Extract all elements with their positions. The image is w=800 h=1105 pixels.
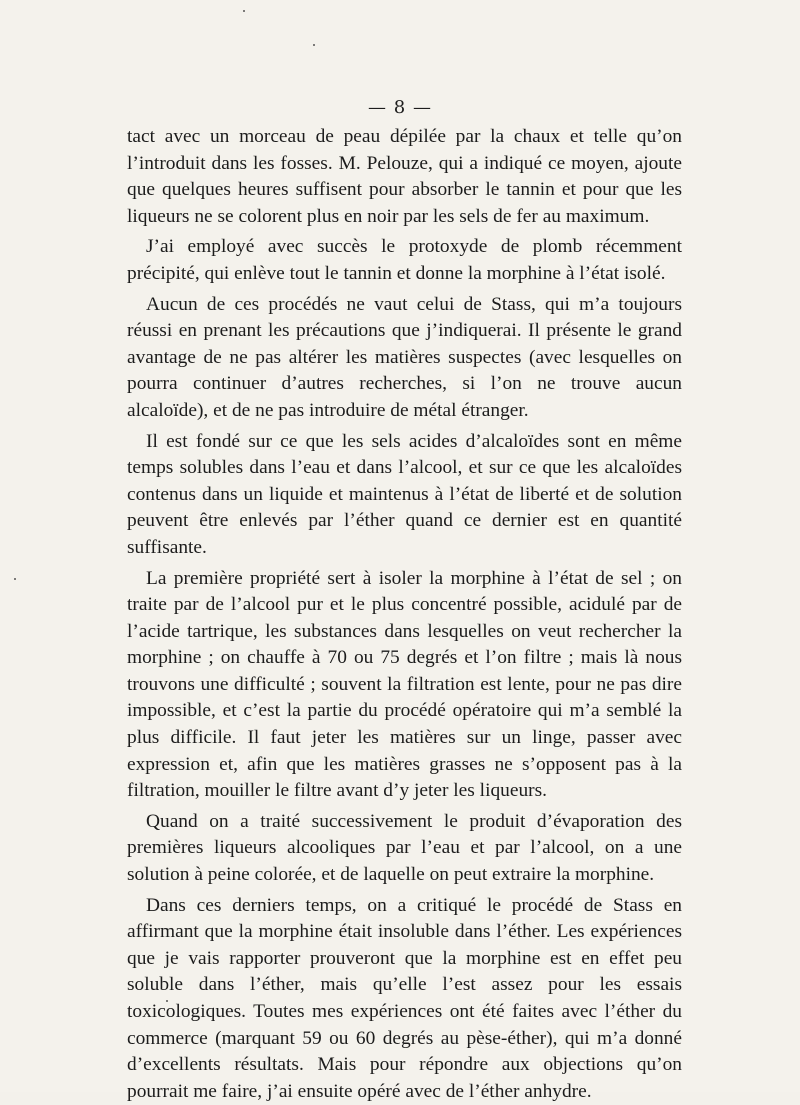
paragraph: tact avec un morceau de peau dépilée par la chaux et telle qu’on l’introduit dans les fosses. M. Pelouze, qui a indiqué ce moyen, ajoute que quelques heures suffisent pour absorber le tannin et pour que les liqueurs ne se colorent plus en noir par les sels de fer au maximum. bbox=[127, 126, 682, 227]
paragraph: Quand on a traité successivement le produit d’évaporation des premières liqueurs alcooliques par l’eau et par l’alcool, on a une solution à peine colorée, et de laquelle on peut extraire la morphine. bbox=[127, 810, 682, 886]
ink-speck bbox=[243, 10, 245, 12]
page-body-text bbox=[127, 124, 682, 1105]
paragraph: Aucun de ces procédés ne vaut celui de Stass, qui m’a toujours réussi en prenant les précautions que j’indiquerai. Il présente le grand avantage de ne pas altérer les matières suspectes (avec lesquelles on pourra continuer d’autres recherches, si l’on ne trouve aucun alcaloïde), et de ne pas introduire de métal étranger. bbox=[127, 293, 682, 421]
paragraph: Il est fondé sur ce que les sels acides d’alcaloïdes sont en même temps solubles dans l’eau et dans l’alcool, et sur ce que les alcaloïdes contenus dans un liquide et maintenus à l’état de liberté et de solution peuvent être enlevés par l’éther quand ce dernier est en quantité suffisante. bbox=[127, 430, 682, 558]
paragraph: La première propriété sert à isoler la morphine à l’état de sel ; on traite par de l’alcool pur et le plus concentré possible, acidulé par de l’acide tartrique, les substances dans lesquelles on veut rechercher la morphine ; on chauffe à 70 ou 75 degrés et l’on filtre ; mais là nous trouvons une difficulté ; souvent la filtration est lente, pour ne pas dire impossible, et c’est la partie du procédé opératoire qui m’a semblé la plus difficile. Il faut jeter les matières sur un linge, passer avec expression et, afin que les matières grasses ne s’opposent pas à la filtration, mouiller le filtre avant d’y jeter les liqueurs. bbox=[127, 567, 682, 802]
page-number: — 8 — bbox=[368, 97, 432, 118]
ink-speck bbox=[313, 44, 315, 46]
paragraph: J’ai employé avec succès le protoxyde de plomb récemment précipité, qui enlève tout le tannin et donne la morphine à l’état isolé. bbox=[127, 236, 682, 284]
paragraph: Dans ces derniers temps, on a critiqué le procédé de Stass en affirmant que la morphine était insoluble dans l’éther. Les expériences que je vais rapporter prouveront que la morphine est en effet peu soluble dans l’éther, mais qu’elle l’est assez pour les essais toxicologiques. Toutes mes expériences ont été faites avec l’éther du commerce (marquant 59 ou 60 degrés au pèse-éther), qui m’a donné d’excellents résultats. Mais pour répondre aux objections qu’on pourrait me faire, j’ai ensuite opéré avec de l’éther anhydre. bbox=[127, 894, 682, 1102]
ink-speck bbox=[14, 578, 16, 580]
